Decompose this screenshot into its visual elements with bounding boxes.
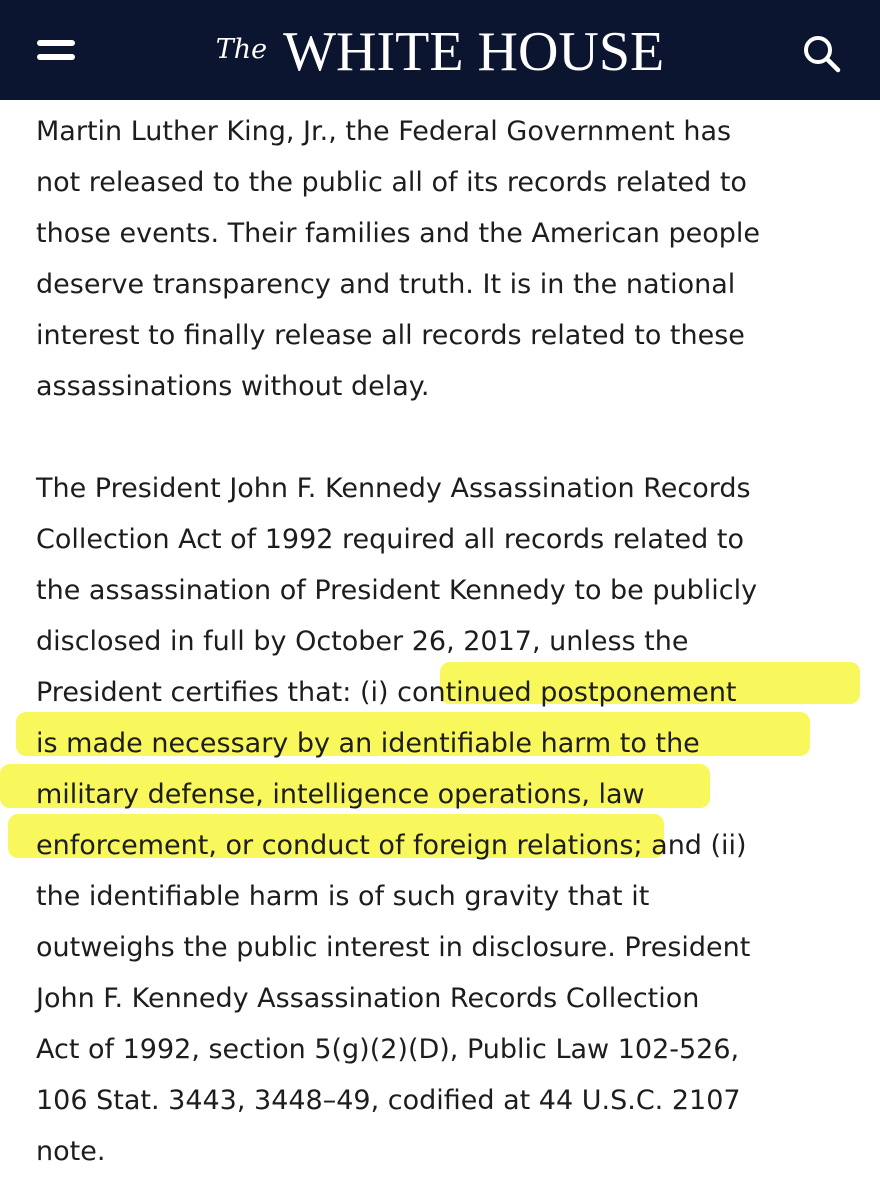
paragraph-jfk-act: The President John F. Kennedy Assassination Records Collection Act of 1992 required all records related to the assassination of President Kennedy to be publicly disclosed in full by October 26, 2017, unless the President certifies that: (i) continued postponement is made necessary by an identifiable harm to the military defense, intelligence operations, law enforcement, or conduct of foreign relations; and (ii) the identifiable harm is of such gravity that it outweighs the public interest in disclosure. President John F. Kennedy Assassination Records Collection Act of 1992, section 5(g)(2)(D), Public Law 102-526, 106 Stat. 3443, 3448–49, codified at 44 U.S.C. 2107 note. [36, 473, 758, 1167]
paragraph-intro: Martin Luther King, Jr., the Federal Government has not released to the public all of its records related to those events. Their families and the American people deserve transparency and truth. It is in the national interest to finally release all records related to these assassinations without delay. [36, 116, 760, 402]
article-body [36, 106, 856, 1177]
search-icon[interactable] [796, 28, 848, 80]
search-icon-graphic [796, 28, 848, 80]
brand-prefix: The [215, 33, 268, 65]
site-header [0, 0, 880, 100]
brand-name: WHITE HOUSE [283, 21, 665, 83]
site-logo[interactable] [0, 0, 880, 100]
